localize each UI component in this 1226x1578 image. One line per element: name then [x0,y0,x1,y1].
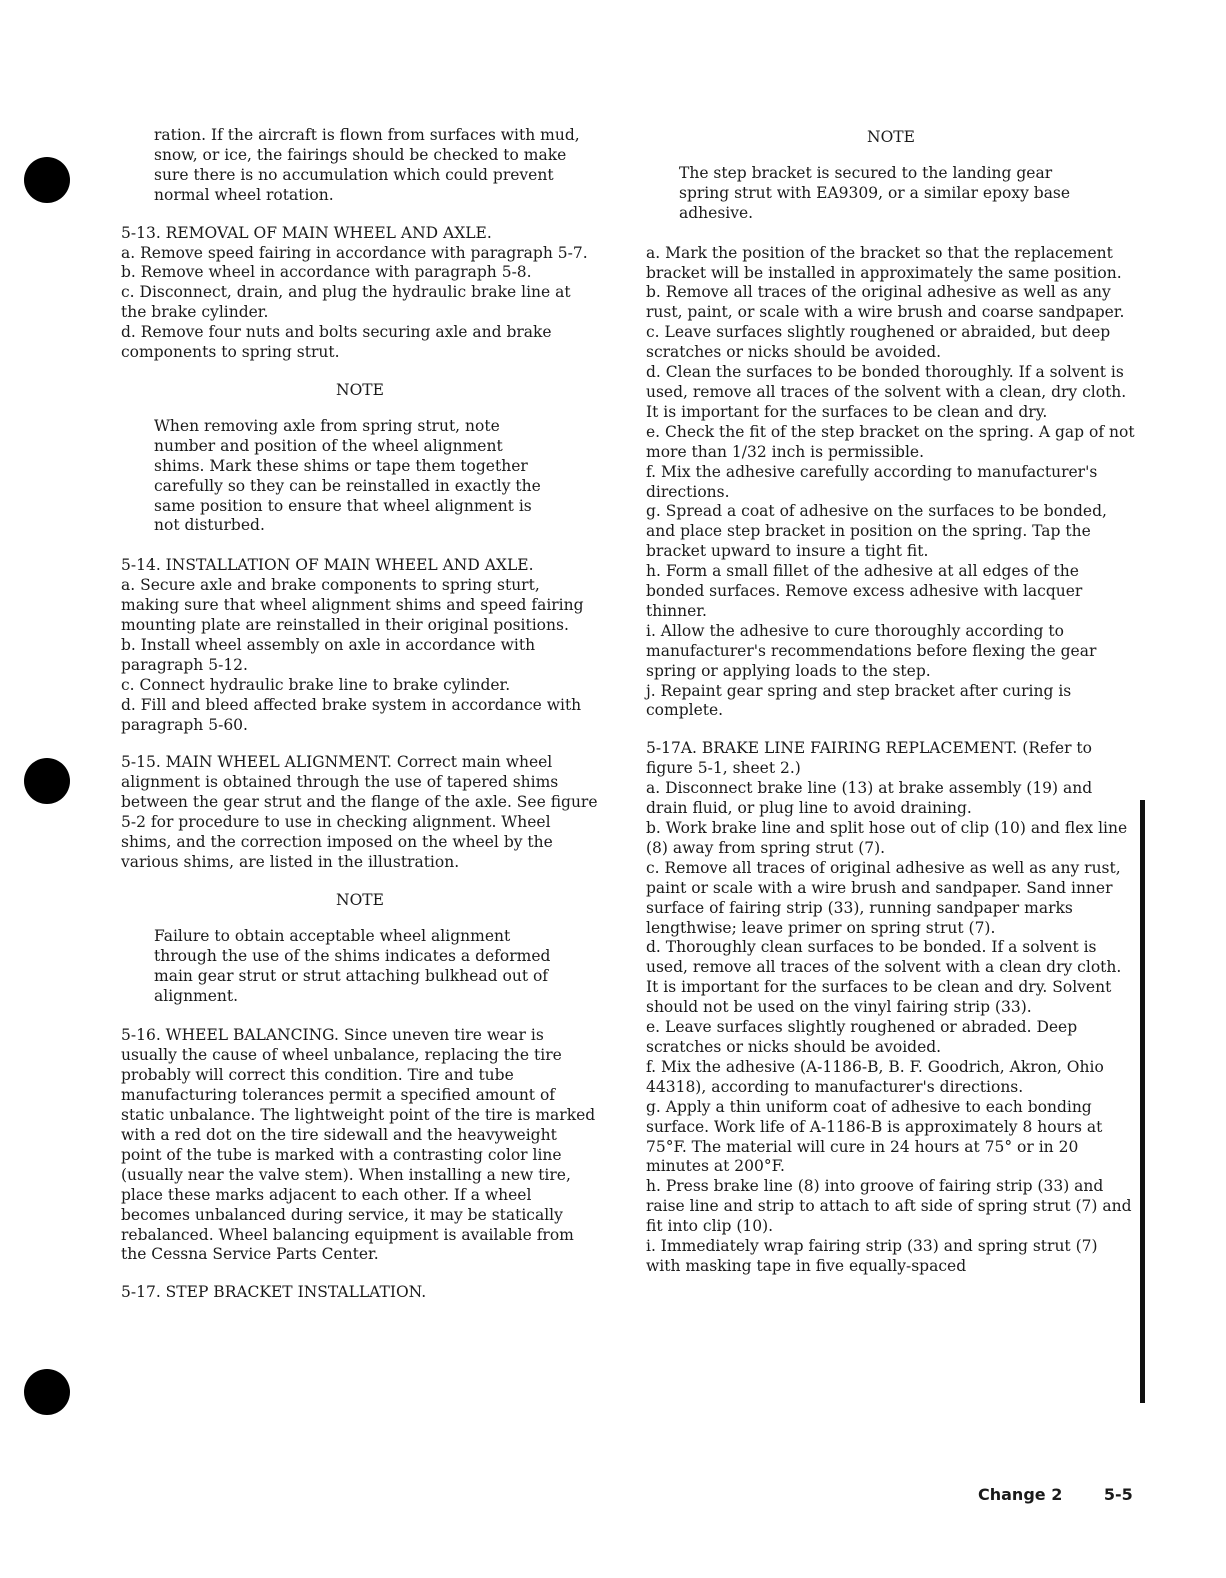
step: a. Remove speed fairing in accordance with paragraph 5-7. [121,243,588,262]
note-title: NOTE [867,128,915,146]
step: c. Connect hydraulic brake line to brake cylinder. [121,675,511,694]
section-5-16 [121,1026,599,1265]
note-body: The step bracket is secured to the landing gear spring strut with EA9309, or a similar epoxy base adhesive. [679,163,1071,222]
section-5-16-text: 5-16. WHEEL BALANCING. Since uneven tire wear is usually the cause of wheel unbalance, replacing the tire probably will correct this condition. Tire and tube manufacturing tolerances permit a specified amount of static unbalance. The lightweight point of the tire is marked with a red dot on the tire sidewall and the heavyweight point of the tube is marked with a contrasting color line (usually near the valve stem). When installing a new tire, place these marks adjacent to each other. If a wheel becomes unbalanced during service, it may be statically rebalanced. Wheel balancing equipment is available from the Cessna Service Parts Center. [121,1026,596,1264]
step: e. Leave surfaces slightly roughened or abraded. Deep scratches or nicks should be avoided. [646,1018,1078,1056]
step: i. Immediately wrap fairing strip (33) and spring strut (7) with masking tape in five equally-spaced [646,1237,1098,1275]
note-body: Failure to obtain acceptable wheel alignment through the use of the shims indicates a deformed main gear strut or strut attaching bulkhead out of alignment. [154,926,551,1005]
section-5-14-title: 5-14. INSTALLATION OF MAIN WHEEL AND AXLE. [121,556,534,575]
binder-hole-middle [24,758,70,804]
step: g. Spread a coat of adhesive on the surfaces to be bonded, and place step bracket in position on the spring. Tap the bracket upward to insure a tight fit. [646,502,1107,561]
step: f. Mix the adhesive (A-1186-B, B. F. Goodrich, Akron, Ohio 44318), according to manufacturer's directions. [646,1057,1104,1096]
step: b. Work brake line and split hose out of clip (10) and flex line (8) away from spring strut (7). [646,819,1128,857]
step: d. Thoroughly clean surfaces to be bonded. If a solvent is used, remove all traces of the solvent with a clean dry cloth. It is important for the surfaces to be clean and dry. Solvent should not be used on the vinyl fairing strip (33). [646,938,1122,1017]
step: h. Press brake line (8) into groove of fairing strip (33) and raise line and strip to attach to aft side of spring strut (7) and fit into clip (10). [646,1177,1132,1236]
step: f. Mix the adhesive carefully according to manufacturer's directions. [646,462,1098,501]
step: d. Remove four nuts and bolts securing axle and brake components to spring strut. [121,323,552,362]
continuation-text: ration. If the aircraft is flown from surfaces with mud, snow, or ice, the fairings should be checked to make sure there is no accumulation which could prevent normal wheel rotation. [154,126,580,204]
step: e. Check the fit of the step bracket on the spring. A gap of not more than 1/32 inch is permissible. [646,422,1135,461]
step: a. Disconnect brake line (13) at brake assembly (19) and drain fluid, or plug line to avoid draining. [646,779,1093,818]
step: d. Fill and bleed affected brake system in accordance with paragraph 5-60. [121,695,582,734]
binder-hole-bottom [24,1369,70,1415]
section-5-17-steps [646,244,1136,722]
left-column [121,126,599,1303]
step: c. Disconnect, drain, and plug the hydraulic brake line at the brake cylinder. [121,283,571,322]
note-title: NOTE [336,890,384,909]
step: h. Form a small fillet of the adhesive at all edges of the bonded surfaces. Remove excess adhesive with lacquer thinner. [646,562,1083,620]
step: b. Remove all traces of the original adhesive as well as any rust, paint, or scale with a wire brush and coarse sandpaper. [646,283,1125,322]
page-number: 5-5 [1103,1485,1133,1504]
step: g. Apply a thin uniform coat of adhesive to each bonding surface. Work life of A-1186-B is approximately 8 hours at 75°F. The material will cure in 24 hours at 75° or in 20 minutes at 200°F. [646,1097,1103,1176]
note-body: When removing axle from spring strut, note number and position of the wheel alignment shims. Mark these shims or tape them together carefully so they can be reinstalled in exactly the same position to ensure that wheel alignment is not disturbed. [154,416,541,535]
section-5-17a-title: 5-17A. BRAKE LINE FAIRING REPLACEMENT. (Refer to figure 5-1, sheet 2.) [646,739,1092,778]
section-5-13-title: 5-13. REMOVAL OF MAIN WHEEL AND AXLE. [121,223,492,242]
note-title: NOTE [336,380,384,399]
page-footer [978,1485,1133,1504]
step: b. Install wheel assembly on axle in accordance with paragraph 5-12. [121,635,536,674]
section-5-13 [121,224,599,537]
step: c. Leave surfaces slightly roughened or abraided, but deep scratches or nicks should be avoided. [646,323,1111,362]
section-5-15-text: 5-15. MAIN WHEEL ALIGNMENT. Correct main wheel alignment is obtained through the use of tapered shims between the gear strut and the flange of the axle. See figure 5-2 for procedure to use in checking alignment. Wheel shims, and the correction imposed on the wheel by the various shims, are listed in the illustration. [121,753,598,871]
step: j. Repaint gear spring and step bracket after curing is complete. [646,681,1072,720]
right-column [646,126,1136,1277]
step: a. Secure axle and brake components to spring sturt, making sure that wheel alignment shims and speed fairing mounting plate are reinstalled in their original positions. [121,576,584,635]
section-5-17a [646,739,1136,1276]
step: b. Remove wheel in accordance with paragraph 5-8. [121,263,532,282]
change-bar [1140,800,1145,1403]
change-label: Change 2 [978,1485,1063,1504]
step: d. Clean the surfaces to be bonded thoroughly. If a solvent is used, remove all traces of the solvent with a clean, dry cloth. It is important for the surfaces to be clean and dry. [646,363,1127,421]
section-5-17-title: 5-17. STEP BRACKET INSTALLATION. [121,1283,427,1302]
section-5-15 [121,753,599,1006]
binder-hole-top [24,157,70,203]
step: c. Remove all traces of original adhesive as well as any rust, paint or scale with a wire brush and sandpaper. Sand inner surface of fairing strip (33), running sandpaper marks lengthwise; leave primer on spring strut (7). [646,858,1121,937]
section-5-14 [121,556,599,735]
step: a. Mark the position of the bracket so that the replacement bracket will be installed in approximately the same position. [646,243,1122,282]
step: i. Allow the adhesive to cure thoroughly according to manufacturer's recommendations before flexing the gear spring or applying loads to the step. [646,621,1097,680]
